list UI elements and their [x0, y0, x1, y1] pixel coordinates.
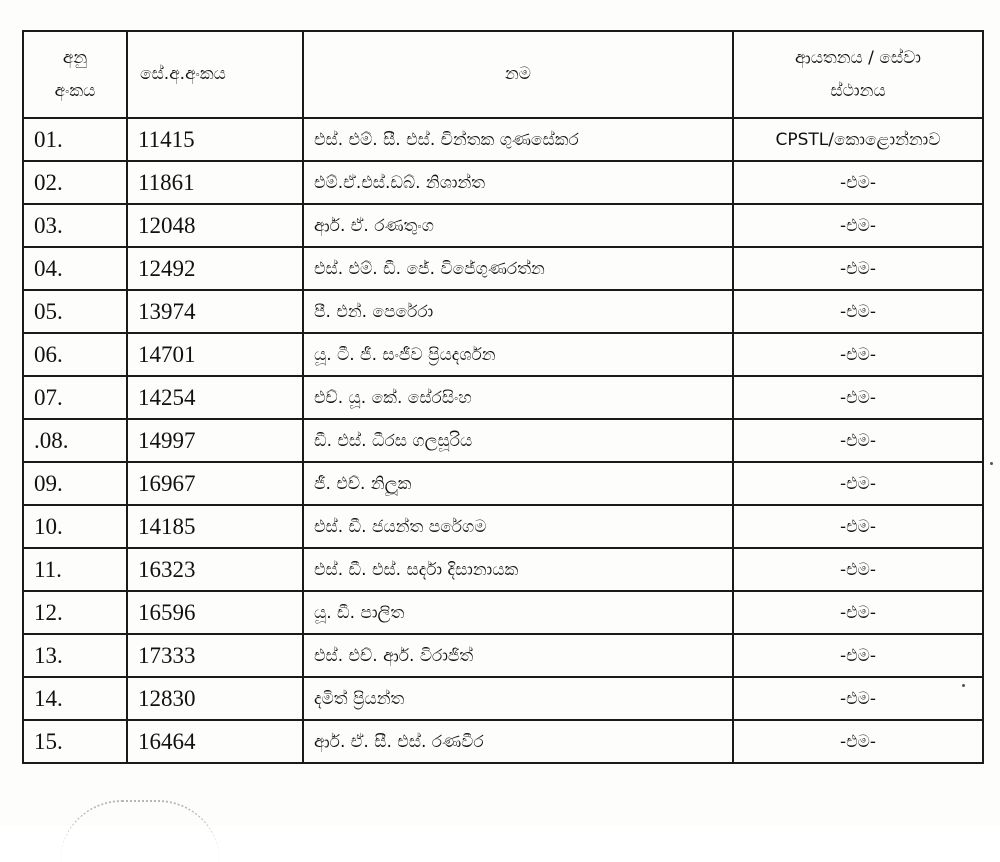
row-name: යූ. ඩී. පාලිත: [303, 591, 733, 634]
row-service-id: 11861: [127, 161, 303, 204]
row-service-id: 16596: [127, 591, 303, 634]
row-serial-no: 01.: [23, 118, 127, 161]
row-service-id: 14997: [127, 419, 303, 462]
row-serial-no: 12.: [23, 591, 127, 634]
row-serial-no: .08.: [23, 419, 127, 462]
table-row: [23, 462, 983, 505]
table-row: [23, 634, 983, 677]
header-row: [23, 31, 983, 118]
row-serial-no: 05.: [23, 290, 127, 333]
row-service-id: 17333: [127, 634, 303, 677]
table-header: [23, 31, 983, 118]
row-serial-no: 07.: [23, 376, 127, 419]
row-name: පී. එන්. පෙරේරා: [303, 290, 733, 333]
row-institution: -එම-: [733, 376, 983, 419]
row-name: එස්. එච්. ආර්. විරාජිත්: [303, 634, 733, 677]
row-serial-no: 03.: [23, 204, 127, 247]
header-serial-no-line2: අංකය: [54, 80, 96, 101]
table-row: [23, 247, 983, 290]
row-service-id: 13974: [127, 290, 303, 333]
staff-table: [22, 30, 984, 764]
table-row: [23, 720, 983, 763]
row-institution: -එම-: [733, 462, 983, 505]
row-serial-no: 10.: [23, 505, 127, 548]
row-serial-no: 13.: [23, 634, 127, 677]
table-row: [23, 419, 983, 462]
scan-speck: [962, 684, 965, 687]
row-serial-no: 14.: [23, 677, 127, 720]
row-serial-no: 15.: [23, 720, 127, 763]
table-row: [23, 204, 983, 247]
table-row: [23, 290, 983, 333]
row-name: එස්. එම්. ඩී. ජේ. විජේගුණරත්න: [303, 247, 733, 290]
stamp-mark: [60, 800, 220, 862]
table-row: [23, 591, 983, 634]
row-institution: -එම-: [733, 505, 983, 548]
row-institution: -එම-: [733, 419, 983, 462]
row-institution: -එම-: [733, 634, 983, 677]
row-institution: CPSTL/කොළොන්නාව: [733, 118, 983, 161]
row-service-id: 12048: [127, 204, 303, 247]
row-institution: -එම-: [733, 591, 983, 634]
row-serial-no: 06.: [23, 333, 127, 376]
row-serial-no: 04.: [23, 247, 127, 290]
row-service-id: 12492: [127, 247, 303, 290]
table-row: [23, 333, 983, 376]
table-row: [23, 376, 983, 419]
row-name: එම්.ඒ.එස්.ඩබ්. නිශාන්ත: [303, 161, 733, 204]
row-name: එස්. ඩී. එස්. සර්දා දිසානායක: [303, 548, 733, 591]
row-institution: -එම-: [733, 161, 983, 204]
table-row: [23, 161, 983, 204]
row-institution: -එම-: [733, 333, 983, 376]
header-serial-no: [23, 31, 127, 118]
row-institution: -එම-: [733, 720, 983, 763]
row-service-id: 12830: [127, 677, 303, 720]
row-service-id: 14254: [127, 376, 303, 419]
row-name: ඩී. එස්. ධීරස ගලසූරිය: [303, 419, 733, 462]
row-institution: -එම-: [733, 548, 983, 591]
row-serial-no: 09.: [23, 462, 127, 505]
row-service-id: 11415: [127, 118, 303, 161]
row-name: යූ. ටී. ජී. සංජීව ප්‍රියදර්ශන: [303, 333, 733, 376]
row-name: ආර්. ඒ. රණතුංග: [303, 204, 733, 247]
table-body: [23, 118, 983, 763]
table-row: [23, 118, 983, 161]
table-row: [23, 505, 983, 548]
row-name: එස්. ඩී. ජයන්ත පරේගම: [303, 505, 733, 548]
header-service-id: සේ.අ.අංකය: [127, 31, 303, 118]
row-service-id: 16323: [127, 548, 303, 591]
row-institution: -එම-: [733, 290, 983, 333]
row-name: දමිත් ප්‍රියන්ත: [303, 677, 733, 720]
row-service-id: 16967: [127, 462, 303, 505]
row-name: එස්. එම්. සී. එස්. චින්තක ගුණසේකර: [303, 118, 733, 161]
row-service-id: 16464: [127, 720, 303, 763]
header-institution: [733, 31, 983, 118]
scan-speck: [990, 462, 993, 465]
row-name: එච්. යූ. කේ. සේරසිංහ: [303, 376, 733, 419]
table-row: [23, 677, 983, 720]
row-service-id: 14185: [127, 505, 303, 548]
row-name: ජී. එච්. නිලූක: [303, 462, 733, 505]
header-name: නම: [303, 31, 733, 118]
row-serial-no: 11.: [23, 548, 127, 591]
row-serial-no: 02.: [23, 161, 127, 204]
row-name: ආර්. ඒ. සී. එස්. රණවීර: [303, 720, 733, 763]
row-institution: -එම-: [733, 677, 983, 720]
header-institution-line1: ආයතනය / සේවා: [795, 48, 921, 69]
row-institution: -එම-: [733, 247, 983, 290]
row-service-id: 14701: [127, 333, 303, 376]
header-serial-no-line1: අනු: [62, 48, 88, 69]
table-row: [23, 548, 983, 591]
header-institution-line2: ස්ථානය: [830, 80, 886, 101]
row-institution: -එම-: [733, 204, 983, 247]
